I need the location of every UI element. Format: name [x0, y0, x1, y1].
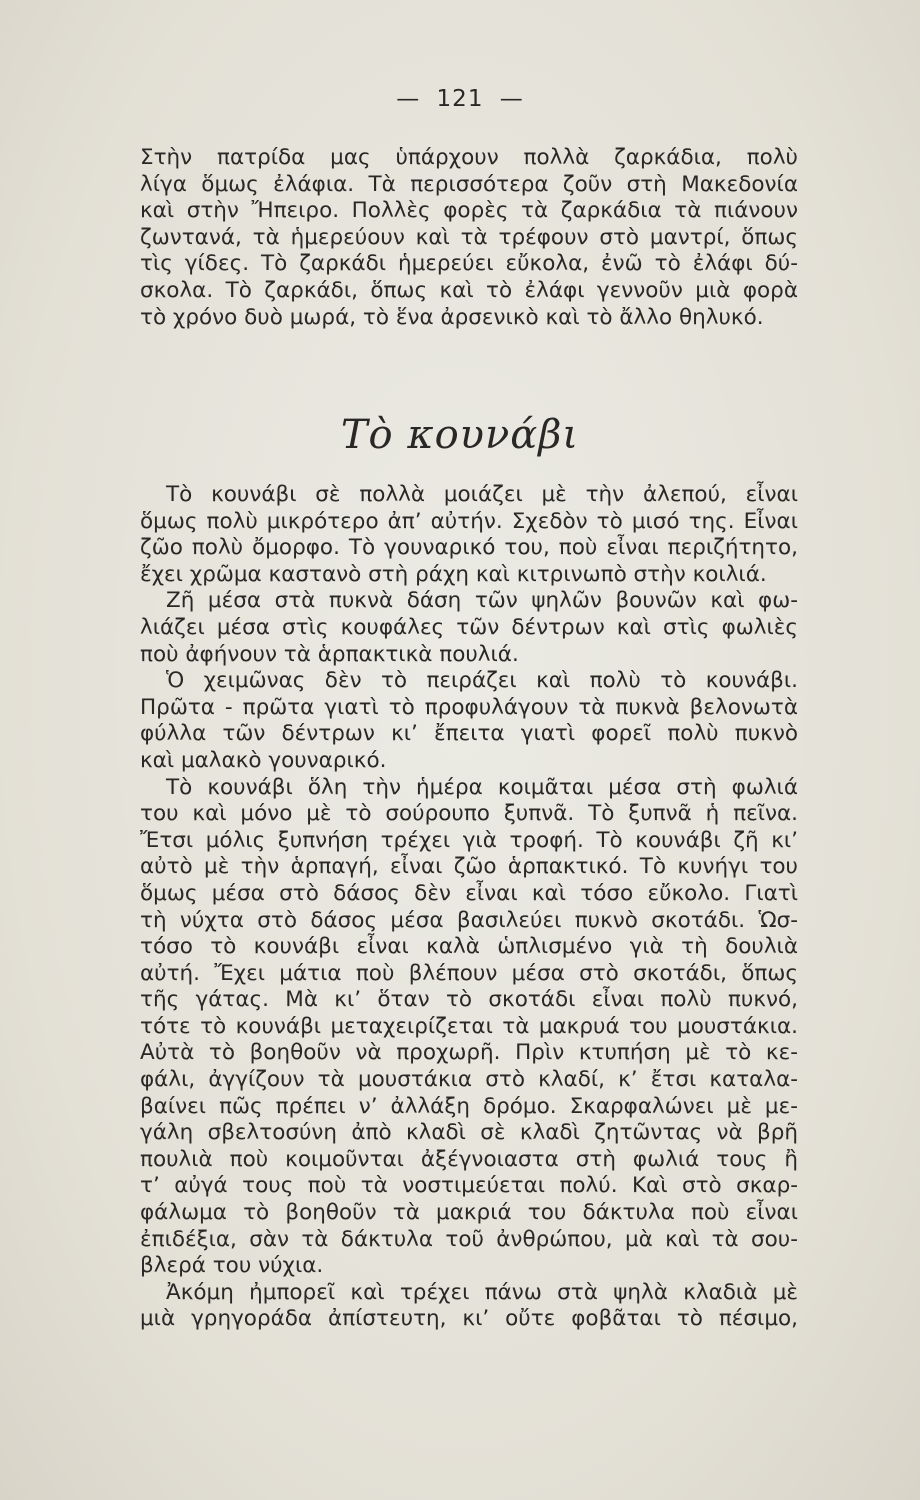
- text-line: καὶ στὴν Ἤπειρο. Πολλὲς φορὲς τὰ ζαρκάδια τὰ πιάνουν: [140, 198, 798, 224]
- text-line: σκολα. Τὸ ζαρκάδι, ὅπως καὶ τὸ ἐλάφι γεννοῦν μιὰ φορὰ: [140, 277, 798, 303]
- text-line: Ὁ χειμῶνας δὲν τὸ πειράζει καὶ πολὺ τὸ κουνάβι.: [166, 668, 798, 694]
- text-line: τὸ χρόνο δυὸ μωρά, τὸ ἕνα ἀρσενικὸ καὶ τὸ ἄλλο θηλυκό.: [140, 304, 764, 330]
- text-line: βαίνει πῶς πρέπει ν’ ἀλλάξη δρόμο. Σκαρφαλώνει μὲ με-: [140, 1093, 798, 1119]
- text-line: ποὺ ἀφήνουν τὰ ἁρπακτικὰ πουλιά.: [140, 641, 519, 667]
- text-line: τὶς γίδες. Τὸ ζαρκάδι ἡμερεύει εὔκολα, ἐνῶ τὸ ἐλάφι δύ-: [140, 251, 798, 277]
- text-line: ἐπιδέξια, σὰν τὰ δάκτυλα τοῦ ἀνθρώπου, μὰ καὶ τὰ σου-: [140, 1226, 798, 1252]
- text-line: βλερά του νύχια.: [140, 1253, 324, 1279]
- text-line: ὅμως μέσα στὸ δάσος δὲν εἶναι καὶ τόσο εὔκολο. Γιατὶ: [140, 880, 798, 906]
- text-line: Αὐτὰ τὸ βοηθοῦν νὰ προχωρῆ. Πρὶν κτυπήση μὲ τὸ κε-: [140, 1040, 798, 1066]
- text-line: Στὴν πατρίδα μας ὑπάρχουν πολλὰ ζαρκάδια, πολὺ: [140, 145, 798, 170]
- text-line: καὶ μαλακὸ γουναρικό.: [140, 747, 387, 773]
- text-line: φάλωμα τὸ βοηθοῦν τὰ μακριά του δάκτυλα ποὺ εἶναι: [140, 1200, 798, 1226]
- text-line: Ζῆ μέσα στὰ πυκνὰ δάση τῶν ψηλῶν βουνῶν καὶ φω-: [166, 588, 798, 614]
- intro-paragraph: [140, 145, 798, 331]
- text-line: Τὸ κουνάβι ὅλη τὴν ἡμέρα κοιμᾶται μέσα στὴ φωλιά: [166, 774, 798, 800]
- text-line: ὅμως πολὺ μικρότερο ἀπ’ αὐτήν. Σχεδὸν τὸ μισό της. Εἶναι: [140, 508, 798, 534]
- text-line: πουλιὰ ποὺ κοιμοῦνται ἀξέγνοιαστα στὴ φωλιά τους ἢ: [140, 1146, 798, 1172]
- text-line: αὐτὸ μὲ τὴν ἁρπαγή, εἶναι ζῶο ἁρπακτικό. Τὸ κυνήγι του: [140, 854, 798, 880]
- text-line: τόσο τὸ κουνάβι εἶναι καλὰ ὡπλισμένο γιὰ τὴ δουλιὰ: [140, 934, 798, 960]
- text-line: Πρῶτα - πρῶτα γιατὶ τὸ προφυλάγουν τὰ πυκνὰ βελονωτὰ: [140, 694, 798, 720]
- page-number-header: [0, 86, 920, 112]
- text-line: φύλλα τῶν δέντρων κι’ ἔπειτα γιατὶ φορεῖ πολὺ πυκνὸ: [140, 721, 798, 747]
- text-line: μιὰ γρηγοράδα ἀπίστευτη, κι’ οὔτε φοβᾶται τὸ πέσιμο,: [140, 1306, 798, 1332]
- text-line: ζωντανά, τὰ ἡμερεύουν καὶ τὰ τρέφουν στὸ μαντρί, ὅπως: [140, 224, 798, 250]
- text-line: λιάζει μέσα στὶς κουφάλες τῶν δέντρων καὶ στὶς φωλιὲς: [140, 614, 798, 640]
- text-line: γάλη σβελτοσύνη ἀπὸ κλαδὶ σὲ κλαδὶ ζητῶντας νὰ βρῆ: [140, 1120, 798, 1146]
- article-body: [140, 482, 798, 1333]
- text-line: τότε τὸ κουνάβι μεταχειρίζεται τὰ μακρυά του μουστάκια.: [140, 1013, 798, 1039]
- text-line: αὐτή. Ἔχει μάτια ποὺ βλέπουν μέσα στὸ σκοτάδι, ὅπως: [140, 960, 798, 986]
- text-line: Τὸ κουνάβι σὲ πολλὰ μοιάζει μὲ τὴν ἀλεπού, εἶναι: [166, 482, 798, 507]
- text-line: ζῶο πολὺ ὄμορφο. Τὸ γουναρικό του, ποὺ εἶναι περιζήτητο,: [140, 535, 798, 561]
- text-line: λίγα ὅμως ἐλάφια. Τὰ περισσότερα ζοῦν στὴ Μακεδονία: [140, 171, 798, 197]
- text-line: τῆς γάτας. Μὰ κι’ ὅταν τὸ σκοτάδι εἶναι πολὺ πυκνό,: [140, 987, 798, 1013]
- folio-dash-left: —: [396, 86, 421, 112]
- text-line: τὴ νύχτα στὸ δάσος μέσα βασιλεύει πυκνὸ σκοτάδι. Ὡσ-: [140, 907, 798, 933]
- section-title: Τὸ κουνάβι: [340, 412, 580, 458]
- text-line: τ’ αὐγά τους ποὺ τὰ νοστιμεύεται πολύ. Καὶ στὸ σκαρ-: [140, 1173, 798, 1199]
- text-line: φάλι, ἀγγίζουν τὰ μουστάκια στὸ κλαδί, κ’ ἔτσι καταλα-: [140, 1067, 798, 1093]
- page-number: 121: [436, 86, 484, 112]
- text-line: του καὶ μόνο μὲ τὸ σούρουπο ξυπνᾶ. Τὸ ξυπνᾶ ἡ πεῖνα.: [140, 801, 798, 827]
- text-line: Ἔτσι μόλις ξυπνήση τρέχει γιὰ τροφή. Τὸ κουνάβι ζῆ κι’: [140, 827, 798, 853]
- text-line: ἔχει χρῶμα καστανὸ στὴ ράχη καὶ κιτρινωπὸ στὴν κοιλιά.: [140, 561, 767, 587]
- text-line: Ἀκόμη ἠμπορεῖ καὶ τρέχει πάνω στὰ ψηλὰ κλαδιὰ μὲ: [166, 1279, 798, 1305]
- folio-dash-right: —: [499, 86, 524, 112]
